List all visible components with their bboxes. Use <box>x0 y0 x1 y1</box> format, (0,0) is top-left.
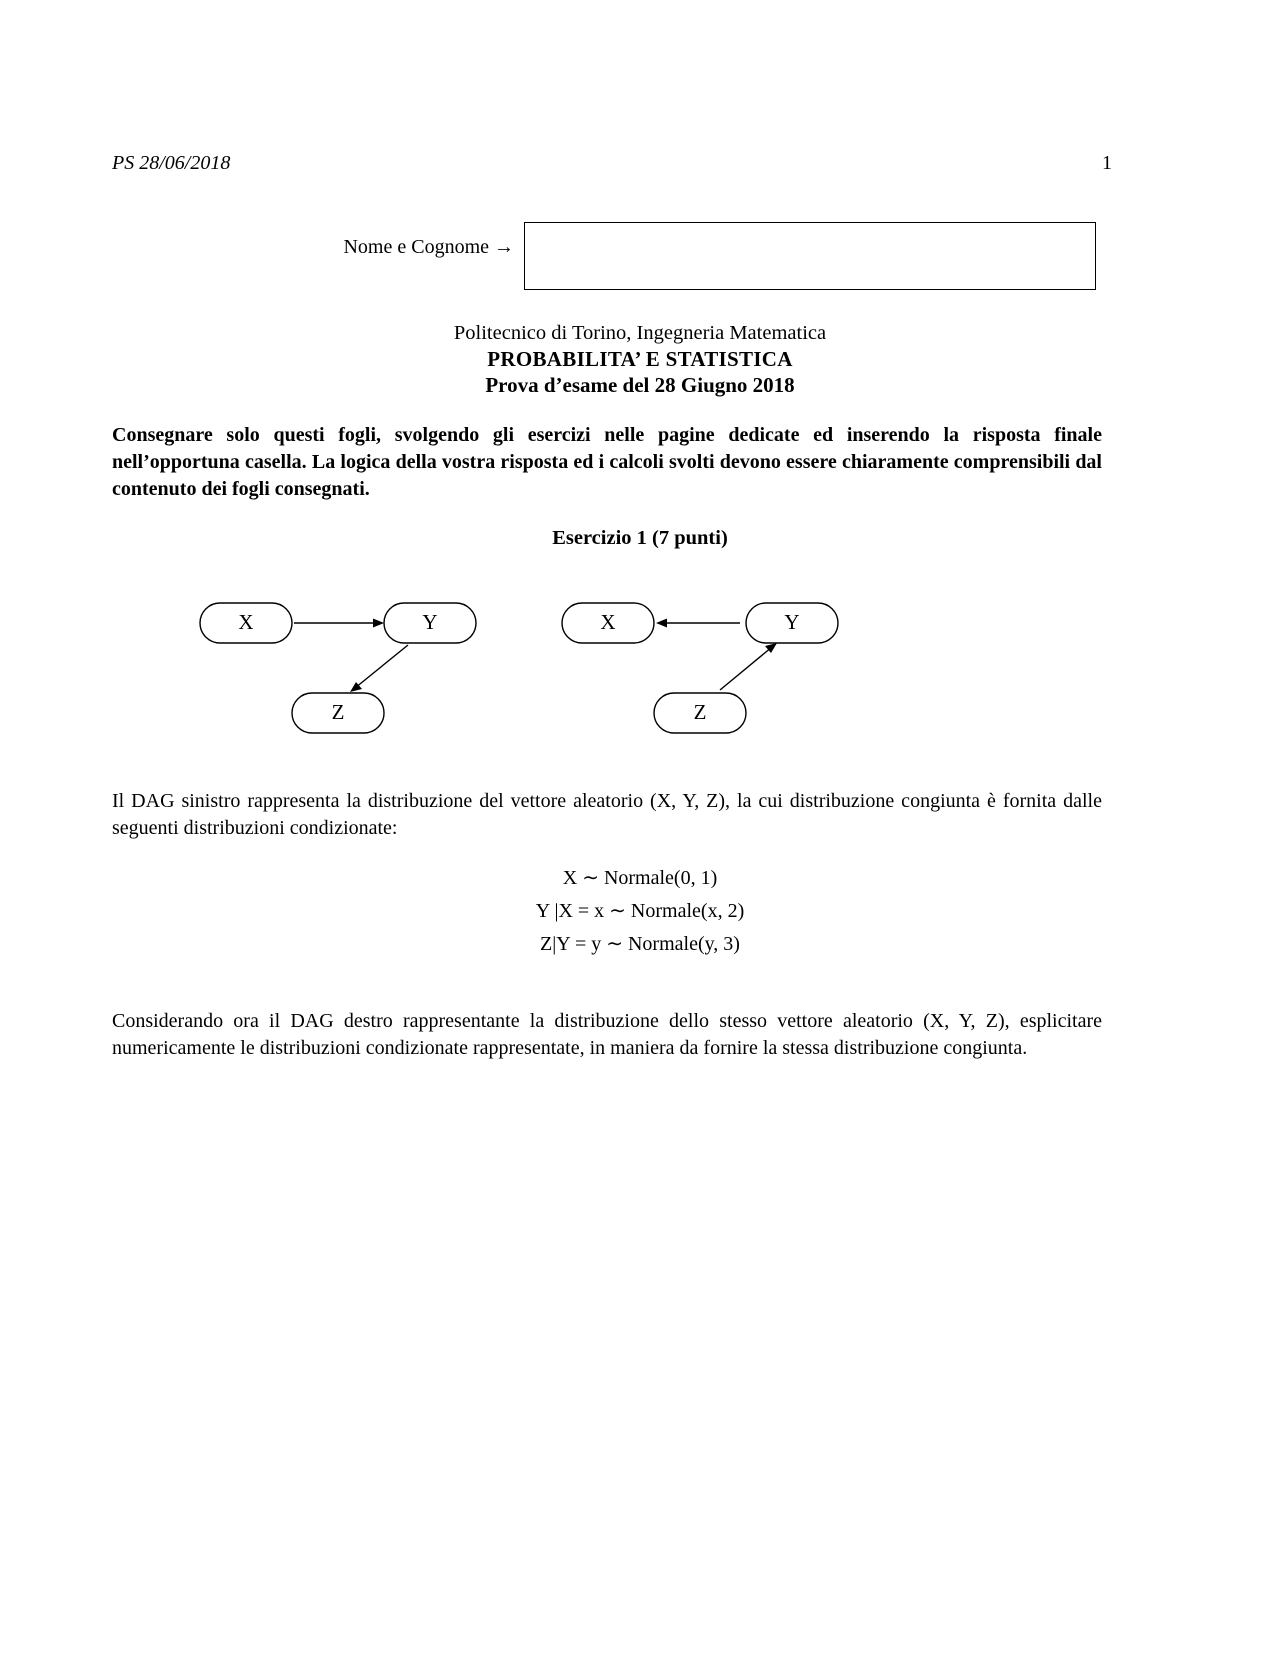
title-block <box>0 320 1280 398</box>
name-input-box[interactable] <box>524 222 1096 290</box>
right-dag <box>562 603 838 733</box>
formula-y-given-x: Y |X = x ∼ Normale(x, 2) <box>535 900 745 922</box>
formula-x: X ∼ Normale(0, 1) <box>562 867 718 889</box>
svg-text:X: X <box>600 610 616 634</box>
instructions-paragraph: Consegnare solo questi fogli, svolgendo gli esercizi nelle pagine dedicate ed inserendo la risposta finale nell’opportuna casella. La logica della vostra risposta ed i calcoli svolti devono essere chiaramente comprensibili dal contenuto dei fogli consegnati. <box>112 424 1102 500</box>
header-exam-code: PS 28/06/2018 <box>112 152 231 174</box>
page-number: 1 <box>1102 152 1112 174</box>
dag-diagrams <box>112 575 1112 765</box>
left-dag <box>200 603 476 733</box>
svg-text:Z: Z <box>331 700 345 724</box>
institution-line: Politecnico di Torino, Ingegneria Matematica <box>453 322 827 344</box>
conditional-distributions <box>0 862 1280 961</box>
formula-z-given-y: Z|Y = y ∼ Normale(y, 3) <box>540 933 740 955</box>
course-title: PROBABILITA’ E STATISTICA <box>487 347 793 371</box>
paragraph-dag-left-description: Il DAG sinistro rappresenta la distribuzione del vettore aleatorio (X, Y, Z), la cui distribuzione congiunta è fornita dalle seguenti distribuzioni condizionate: <box>112 790 1102 839</box>
svg-text:Y: Y <box>422 610 438 634</box>
svg-text:X: X <box>238 610 254 634</box>
paragraph-dag-right-question: Considerando ora il DAG destro rappresentante la distribuzione dello stesso vettore aleatorio (X, Y, Z), esplicitare numericamente le distribuzioni condizionate rappresentate, in maniera da fornire la stessa distribuzione congiunta. <box>112 1010 1102 1059</box>
svg-text:Z: Z <box>693 700 707 724</box>
svg-text:Y: Y <box>784 610 800 634</box>
exercise-1-title: Esercizio 1 (7 punti) <box>552 527 728 549</box>
name-field-row <box>112 222 1112 290</box>
exam-date-line: Prova d’esame del 28 Giugno 2018 <box>485 373 795 397</box>
page-header <box>112 152 1112 175</box>
name-field-label: Nome e Cognome → <box>343 236 514 258</box>
